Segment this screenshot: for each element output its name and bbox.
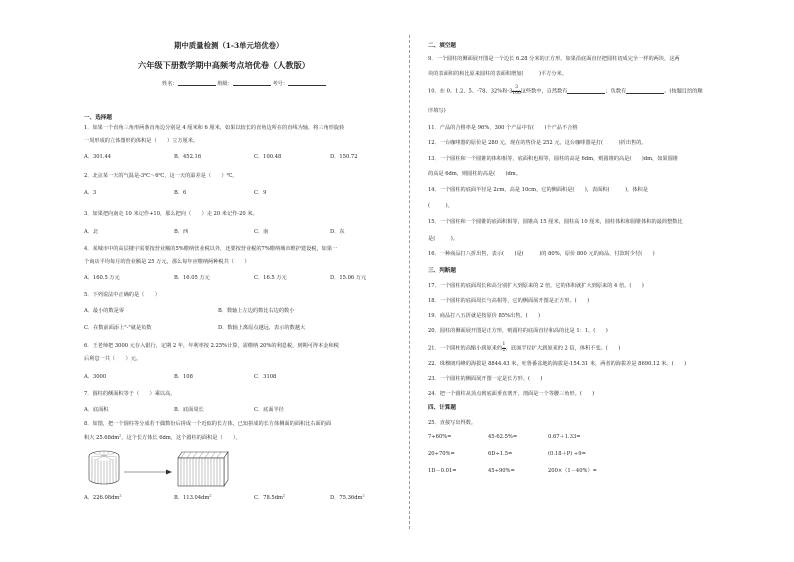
q10-natural-blank[interactable] bbox=[567, 88, 605, 94]
q6-option-c[interactable]: C．3108 bbox=[254, 374, 277, 380]
q3-option-c[interactable]: C．南 bbox=[254, 229, 269, 235]
class-label: 班级： bbox=[217, 81, 233, 87]
q1-line2: 一周形成的立体图形的体积是（ ）立方厘米。 bbox=[84, 138, 199, 144]
q9-line2: 块的表面积的和比原来圆柱的表面积增加( )平方分米。 bbox=[428, 71, 567, 77]
q5-option-b[interactable]: B．数轴上左边的数比右边的数小 bbox=[218, 308, 295, 314]
right-column bbox=[424, 0, 724, 562]
q6-option-b[interactable]: B．108 bbox=[174, 374, 193, 380]
q18-line: 18．一个圆柱的底面周长与高相等，它的侧面展开图是正方形。( ) bbox=[428, 298, 590, 304]
q4-line1: 4．某城市中的高层楼宇需要按营业额的5%缴纳营业税以外，还要按营业税的7%缴纳城市维护建设税，如果一 bbox=[84, 246, 338, 252]
calc-item: 7÷60%= bbox=[428, 434, 452, 440]
q8-option-b[interactable] bbox=[174, 495, 212, 501]
class-field[interactable] bbox=[233, 80, 271, 86]
calc-item: 45-62.5%= bbox=[488, 434, 518, 440]
section-fill-heading: 二、填空题 bbox=[428, 43, 456, 49]
q10-fraction-numerator: 3 bbox=[512, 86, 520, 92]
q10-start: 10．在 0、1.2、5、-78、32%和-3 bbox=[428, 88, 513, 95]
q21-fraction-numerator: 1 bbox=[502, 342, 506, 347]
exam-subtitle: 六年级下册数学期中高频考点培优卷（人教版） bbox=[138, 60, 310, 70]
q8-option-a-text: A．226.08dm bbox=[84, 495, 120, 501]
exam-title: 期中质量检测（1-3单元培优卷） bbox=[174, 41, 284, 50]
q13-line2: 的高是 6dm，则圆柱的高是( )dm。 bbox=[428, 171, 521, 177]
calc-item: 6D÷1.5= bbox=[488, 451, 513, 457]
left-column bbox=[78, 0, 394, 562]
calc-item: 45÷90%= bbox=[488, 468, 515, 474]
q1-option-a[interactable]: A．301.44 bbox=[84, 154, 112, 160]
q12-line: 12．一台咖啡器的原价是 280 元，现在的售价是 252 元，这台咖啡器是打( )折出售的。 bbox=[428, 140, 647, 146]
q8-area-text: 积大 25.68dm bbox=[84, 435, 120, 441]
q5-option-c[interactable]: C．在数前面添上"-"就是负数 bbox=[84, 325, 152, 331]
q2-option-a[interactable]: A．3 bbox=[84, 190, 97, 196]
student-info-row bbox=[162, 80, 326, 87]
q2-option-b[interactable]: B．6 bbox=[174, 190, 187, 196]
cylinder-to-cuboid-figure bbox=[84, 448, 234, 488]
q10-negative-blank[interactable] bbox=[626, 88, 664, 94]
q1-option-b[interactable]: B．452.16 bbox=[174, 154, 202, 160]
cylinder-figure bbox=[89, 451, 119, 484]
q16-line: 16．一种商品打八折出售，表示( )是( )的 80%，原价 800 元的商品，付款时少付( ) bbox=[428, 251, 655, 257]
q17-line: 17．一个圆柱的底面周长和高分别扩大到原来的 2 倍，它的体积就扩大到原来的 4 倍。( ) bbox=[428, 283, 644, 289]
q24-line: 24．把一个圆柱从顶点到底面垂直剖开，剖面是一个等腰三角形。( ) bbox=[428, 391, 595, 397]
q8-option-b-text: B．113.04dm bbox=[174, 495, 210, 501]
q1-option-d[interactable]: D．150.72 bbox=[330, 154, 358, 160]
q8-line1: 8．如图，把一个圆柱等分成若干偶数份后拼成一个近似的长方体，已知拼成的长方体侧面的面积比右面的面 bbox=[84, 421, 332, 427]
q11-line: 11．产品的合格率是 96%，300 个产品中有( )个产品不合格 bbox=[428, 125, 578, 131]
section-calc-heading: 四、计算题 bbox=[428, 405, 456, 411]
name-field[interactable] bbox=[178, 80, 216, 86]
q2-line: 2．北京某一天的气温是-3℃～6℃，这一天的温差是（ ）℃。 bbox=[84, 173, 238, 179]
section-judge-heading: 三、判断题 bbox=[428, 268, 456, 274]
q4-option-c[interactable]: C．16.5 万元 bbox=[254, 275, 287, 281]
q4-option-b[interactable]: B．16.05 万元 bbox=[174, 275, 210, 281]
transform-arrow bbox=[124, 470, 172, 475]
q3-option-b[interactable]: B．西 bbox=[174, 229, 189, 235]
q8-question-text: ，这个长方体长 6dm，这个圆柱的面积是（ ）。 bbox=[121, 435, 241, 441]
q8-option-c-text: C．78.5dm bbox=[254, 495, 283, 501]
q14-line2: ( )。 bbox=[428, 203, 453, 209]
calc-item: 20÷70%= bbox=[428, 451, 455, 457]
q4-option-d[interactable]: D．15.06 万元 bbox=[330, 275, 367, 281]
calc-item: 0.67＋1.33= bbox=[548, 434, 581, 440]
q8-option-c-sup: 2 bbox=[282, 493, 286, 498]
q1-line1: 1．如果一个直角三角形两条直角边分别是 4 厘米和 6 厘米，如果以较长的直角边所在的直线为轴，将三角形旋转 bbox=[84, 125, 345, 131]
q21-end: ，底面半径扩大到原来的 2 倍，体积不变。( ) bbox=[505, 345, 621, 352]
q3-line: 3．如果把向南走 10 米记作+10，那么把向（ ）走 20 米记作-20 米。 bbox=[84, 211, 258, 217]
q1-option-c[interactable]: C．100.48 bbox=[254, 154, 282, 160]
q4-line2: 个商店平均每月的营业额是 25 万元，那么每年应缴纳两种税共（ ） bbox=[84, 259, 250, 265]
q8-option-b-sup: 2 bbox=[209, 493, 212, 498]
column-divider bbox=[409, 35, 410, 529]
q6-option-a[interactable]: A．3000 bbox=[84, 374, 107, 380]
q8-option-a-sup: 2 bbox=[119, 493, 122, 498]
q8-option-d-sup: 2 bbox=[362, 493, 365, 498]
q10-mid: 这些数中，自然数有 bbox=[520, 88, 568, 95]
q10-line2: 序填写) bbox=[428, 108, 446, 114]
q8-option-d-text: D．75.36dm bbox=[330, 495, 363, 501]
q21-start: 21．一个圆柱的高缩小到原来的 bbox=[428, 345, 503, 352]
section-choice-heading: 一、选择题 bbox=[84, 115, 112, 121]
q10-neg: ；负数有 bbox=[605, 88, 627, 95]
q7-option-c[interactable]: C．底面半径 bbox=[254, 407, 284, 413]
number-field[interactable] bbox=[288, 80, 326, 86]
q3-option-a[interactable]: A．北 bbox=[84, 229, 99, 235]
q21-line bbox=[428, 343, 620, 353]
q19-line: 19．商品打八五折就是按原价 85%出售。( ) bbox=[428, 313, 541, 319]
q13-line1: 13．一个圆柱和一个圆锥的体积相等，底面积也相等，圆柱的高是 6dm，则圆锥的高是( )dm，如果圆锥 bbox=[428, 156, 678, 162]
q5-line: 5．下列说法中正确的是（ ） bbox=[84, 292, 160, 298]
q15-line1: 15．一个圆柱和一个圆锥的底面积相等，圆锥高 15 厘米，圆柱高 10 厘米，圆柱体积和圆锥体积的最简整数比 bbox=[428, 219, 683, 225]
q7-line: 7．圆柱的侧面积等于（ ）乘以高。 bbox=[84, 391, 176, 397]
q7-option-b[interactable]: B．底面周长 bbox=[174, 407, 204, 413]
q5-option-a[interactable]: A．最小的数是零 bbox=[84, 308, 125, 314]
q9-line1: 9．一个圆柱的侧面展开图是一个边长 6.28 分米的正方形。如果沿底面直径把圆柱切成完全一样的两块，这两 bbox=[428, 56, 680, 62]
q14-line1: 14．一个圆柱的底面半径是 2cm，高是 10cm，它的侧面积是( )，表面积( )，体积是 bbox=[428, 187, 648, 193]
q2-option-c[interactable]: C．9 bbox=[254, 190, 267, 196]
q25-line: 25．直接写出得数。 bbox=[428, 420, 477, 426]
q21-fraction-denominator: 2 bbox=[502, 347, 506, 353]
q6-line1: 6．王老师把 3000 元存入银行，定期 2 年，年利率按 2.25%计算，需缴纳 20%的利息税，到期可得本金和税 bbox=[84, 343, 339, 349]
q8-area-sup: 2 bbox=[119, 433, 122, 438]
q23-line: 23．一个圆柱的侧面展开图一定是长方形。( ) bbox=[428, 376, 543, 382]
q22-line: 22．珠穆朗玛峰的海拔是 8844.43 米，吐鲁番盆地的海拔是-154.31 米，两者的海拔差是 8690.12 米。( ) bbox=[428, 361, 687, 367]
calc-item: (0.18＋P) ÷9= bbox=[548, 451, 586, 457]
q6-line2: 后利息一共（ ）元。 bbox=[84, 356, 142, 362]
q4-option-a[interactable]: A．160.5 万元 bbox=[84, 275, 120, 281]
calc-item: 200×（1－40%）= bbox=[548, 468, 597, 474]
name-label: 姓名： bbox=[162, 81, 178, 87]
q20-line: 20．圆柱的侧面展开图是正方形，则圆柱的底面直径和高的比是 1：1。( ) bbox=[428, 328, 608, 334]
q7-option-a[interactable]: A．底面积 bbox=[84, 407, 109, 413]
q8-line2 bbox=[84, 435, 241, 441]
calc-item: 1D－0.01= bbox=[428, 468, 457, 474]
q5-option-d[interactable]: D．数轴上离原点越远，表示的数越大 bbox=[218, 325, 306, 331]
q10-fraction bbox=[512, 86, 520, 96]
q10-end: 。(按题目给的顺 bbox=[664, 88, 703, 95]
q10-line1 bbox=[428, 86, 703, 96]
q15-line2: 是( )。 bbox=[428, 236, 458, 242]
q8-option-d[interactable] bbox=[330, 495, 365, 501]
q10-fraction-denominator: 100 bbox=[512, 90, 521, 96]
number-label: 考号： bbox=[272, 81, 289, 87]
q8-option-c[interactable] bbox=[254, 495, 285, 501]
q8-option-a[interactable] bbox=[84, 495, 122, 501]
cuboid-figure bbox=[178, 452, 228, 486]
q3-option-d[interactable]: D．东 bbox=[330, 229, 345, 235]
